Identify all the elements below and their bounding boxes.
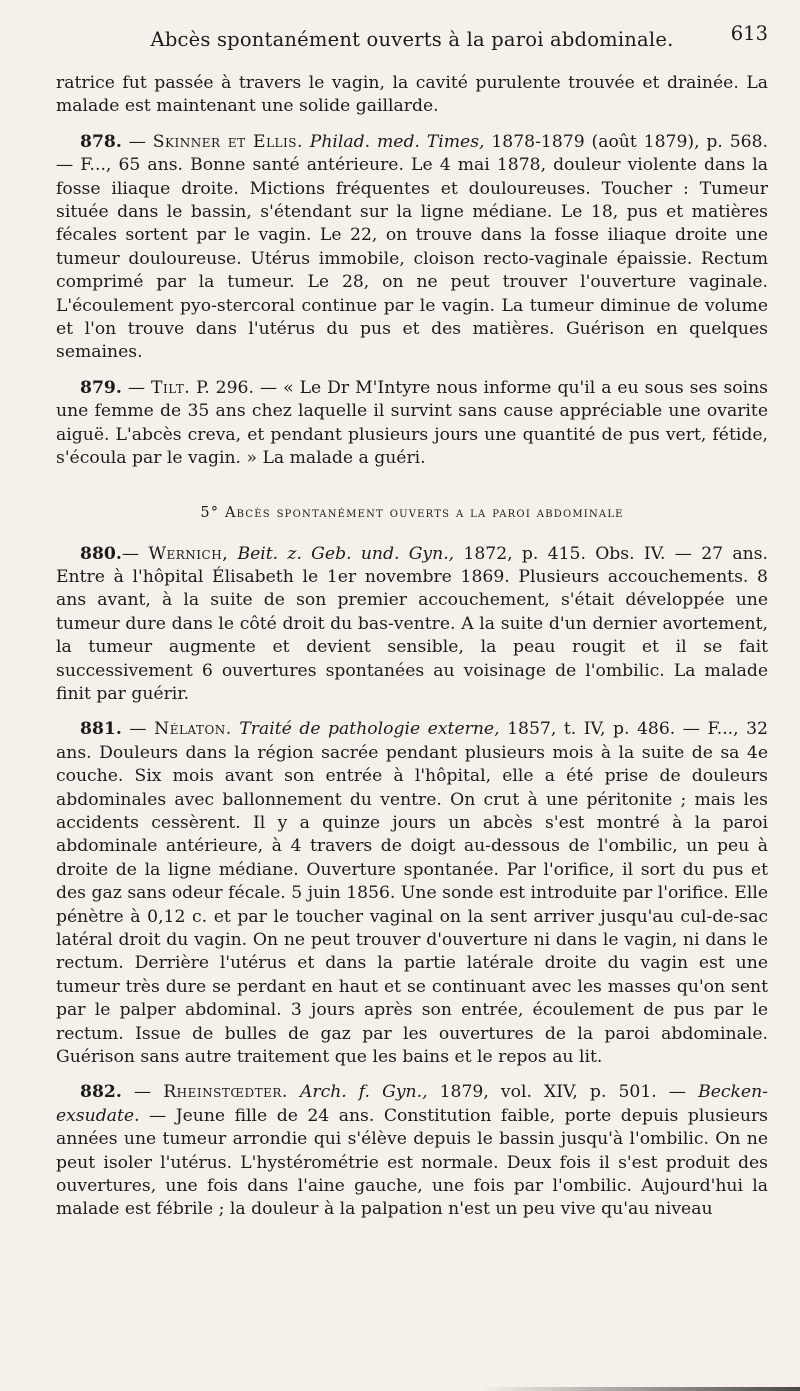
- entry-body: 1878-1879 (août 1879), p. 568. — F..., 65 ans. Bonne santé antérieure. Le 4 mai 1878, douleur violente dans la fosse iliaque droite. Mictions fréquentes et douloureuses. Toucher : Tumeur située dans le bassin, s'étendant sur la ligne médiane. Le 18, pus et matières fécales sortent par le vagin. Le 22, on trouve dans la fosse iliaque droite une tumeur douloureuse. Utérus immobile, cloison recto-vaginale épaissie. Rectum comprimé par la tumeur. Le 28, on ne peut trouver l'ouverture vaginale. L'écoulement pyo-stercoral continue par le vagin. La tumeur diminue de volume et l'on trouve dans l'utérus du pus et des matières. Guérison en quelques semaines.: [56, 131, 768, 363]
- entry-source-title: Becken-exsudate.: [56, 1082, 768, 1126]
- section-title: Abcès spontanément ouverts a la paroi abdominale: [225, 504, 624, 521]
- entry-source: Philad. med. Times,: [309, 131, 485, 152]
- entry-878: 878. — Skinner et Ellis. Philad. med. Times, 1878-1879 (août 1879), p. 568. — F..., 65 ans. Bonne santé antérieure. Le 4 mai 1878, douleur violente dans la fosse iliaque droite. Mictions fréquentes et douloureuses. Toucher : Tumeur située dans le bassin, s'étendant sur la ligne médiane. Le 18, pus et matières fécales sortent par le vagin. Le 22, on trouve dans la fosse iliaque droite une tumeur douloureuse. Utérus immobile, cloison recto-vaginale épaissie. Rectum comprimé par la tumeur. Le 28, on ne peut trouver l'ouverture vaginale. L'écoulement pyo-stercoral continue par le vagin. La tumeur diminue de volume et l'on trouve dans l'utérus du pus et des matières. Guérison en quelques semaines.: [56, 131, 768, 363]
- entry-881: 881. — Nélaton. Traité de pathologie externe, 1857, t. IV, p. 486. — F..., 32 ans. Douleurs dans la région sacrée pendant plusieurs mois à la suite de sa 4e couche. Six mois avant son entrée à l'hôpital, elle a été prise de douleurs abdominales avec ballonnement du ventre. On crut à une péritonite ; mais les accidents cessèrent. Il y a quinze jours un abcès s'est montré à la paroi abdominale antérieure, à 4 travers de doigt au-dessous de l'ombilic, un peu à droite de la ligne médiane. Ouverture spontanée. Par l'orifice, il sort du pus et des gaz sans odeur fécale. 5 juin 1856. Une sonde est introduite par l'orifice. Elle pénètre à 0,12 c. et par le toucher vaginal on la sent arriver jusqu'au cul-de-sac latéral droit du vagin. On ne peut trouver d'ouverture ni dans le vagin, ni dans le rectum. Derrière l'utérus et dans la partie latérale droite du vagin est une tumeur très dure se perdant en haut et se continuant avec les masses qu'on sent par le palper abdominal. 3 jours après son entrée, écoulement de pus par le rectum. Issue de bulles de gaz par les ouvertures de la paroi abdominale. Guérison sans autre traitement que les bains et le repos au lit.: [56, 719, 768, 1068]
- bottom-edge-shadow: [480, 1387, 800, 1391]
- entry-number: 880.: [80, 543, 122, 564]
- entry-authors: Tilt.: [151, 377, 191, 398]
- entry-source: Arch. f. Gyn.,: [299, 1082, 428, 1103]
- entry-number: 882.: [80, 1082, 122, 1103]
- entry-source: Beit. z. Geb. und. Gyn.,: [237, 543, 455, 564]
- entry-body-continued: — Jeune fille de 24 ans. Constitution faible, porte depuis plusieurs années une tumeur arrondie qui s'élève depuis le bassin jusqu'à l'ombilic. On ne peut isoler l'utérus. L'hystérométrie est normale. Deux fois il s'est produit des ouvertures, une fois dans l'aine gauche, une fois par l'ombilic. Aujourd'hui la malade est fébrile ; la douleur à la palpation n'est un peu vive qu'au niveau: [56, 1105, 768, 1220]
- entry-authors: Rheinstœdter.: [163, 1082, 288, 1103]
- page-number: 613: [730, 22, 768, 45]
- section-number: 5°: [200, 504, 220, 521]
- intro-paragraph: ratrice fut passée à travers le vagin, la cavité purulente trouvée et drainée. La malade est maintenant une solide gaillarde.: [56, 73, 768, 117]
- entry-source: Traité de pathologie externe,: [239, 719, 500, 740]
- entry-number: 879.: [80, 377, 122, 398]
- entry-number: 881.: [80, 719, 122, 740]
- entry-authors: Nélaton.: [154, 719, 232, 740]
- entry-882: 882. — Rheinstœdter. Arch. f. Gyn., 1879, vol. XIV, p. 501. — Becken-exsudate. — Jeune fille de 24 ans. Constitution faible, porte depuis plusieurs années une tumeur arrondie qui s'élève depuis le bassin jusqu'à l'ombilic. On ne peut isoler l'utérus. L'hystérométrie est normale. Deux fois il s'est produit des ouvertures, une fois dans l'aine gauche, une fois par l'ombilic. Aujourd'hui la malade est fébrile ; la douleur à la palpation n'est un peu vive qu'au niveau: [56, 1082, 768, 1220]
- entry-879: 879. — Tilt. P. 296. — « Le Dr M'Intyre nous informe qu'il a eu sous ses soins une femme de 35 ans chez laquelle il survint sans cause appréciable une ovarite aiguë. L'abcès creva, et pendant plusieurs jours une quantité de pus vert, fétide, s'écoula par le vagin. » La malade a guéri.: [56, 377, 769, 469]
- entry-880: 880.— Wernich, Beit. z. Geb. und. Gyn., 1872, p. 415. Obs. IV. — 27 ans. Entre à l'hôpital Élisabeth le 1er novembre 1869. Plusieurs accouchements. 8 ans avant, à la suite de son premier accouchement, s'était développée une tumeur dure dans le côté droit du bas-ventre. A la suite d'un dernier avortement, la tumeur augmente et devient sensible, la peau rougit et il se fait successivement 6 ouvertures spontanées au voisinage de l'ombilic. La malade finit par guérir.: [56, 543, 768, 704]
- section-heading: [56, 505, 768, 521]
- book-page: [56, 22, 769, 1222]
- entry-authors: Wernich,: [148, 543, 229, 564]
- entry-body: P. 296. — « Le Dr M'Intyre nous informe qu'il a eu sous ses soins une femme de 35 ans chez laquelle il survint sans cause appréciable une ovarite aiguë. L'abcès creva, et pendant plusieurs jours une quantité de pus vert, fétide, s'écoula par le vagin. » La malade a guéri.: [56, 377, 769, 469]
- entry-number: 878.: [80, 131, 122, 152]
- entry-body: 1872, p. 415. Obs. IV. — 27 ans. Entre à l'hôpital Élisabeth le 1er novembre 1869. Plusieurs accouchements. 8 ans avant, à la suite de son premier accouchement, s'était développée une tumeur dure dans le côté droit du bas-ventre. A la suite d'un dernier avortement, la tumeur augmente et devient sensible, la peau rougit et il se fait successivement 6 ouvertures spontanées au voisinage de l'ombilic. La malade finit par guérir.: [56, 543, 768, 704]
- page-header: [56, 22, 768, 72]
- entry-body: 1857, t. IV, p. 486. — F..., 32 ans. Douleurs dans la région sacrée pendant plusieurs mois à la suite de sa 4e couche. Six mois avant son entrée à l'hôpital, elle a été prise de douleurs abdominales avec ballonnement du ventre. On crut à une péritonite ; mais les accidents cessèrent. Il y a quinze jours un abcès s'est montré à la paroi abdominale antérieure, à 4 travers de doigt au-dessous de l'ombilic, un peu à droite de la ligne médiane. Ouverture spontanée. Par l'orifice, il sort du pus et des gaz sans odeur fécale. 5 juin 1856. Une sonde est introduite par l'orifice. Elle pénètre à 0,12 c. et par le toucher vaginal on la sent arriver jusqu'au cul-de-sac latéral droit du vagin. On ne peut trouver d'ouverture ni dans le vagin, ni dans le rectum. Derrière l'utérus et dans la partie latérale droite du vagin est une tumeur très dure se perdant en haut et se continuant avec les masses qu'on sent par le palper abdominal. 3 jours après son entrée, écoulement de pus par le rectum. Issue de bulles de gaz par les ouvertures de la paroi abdominale. Guérison sans autre traitement que les bains et le repos au lit.: [56, 719, 768, 1068]
- entry-authors: Skinner et Ellis.: [152, 131, 303, 152]
- running-title: Abcès spontanément ouverts à la paroi abdominale.: [150, 28, 674, 51]
- entry-body: 1879, vol. XIV, p. 501. —: [439, 1082, 686, 1103]
